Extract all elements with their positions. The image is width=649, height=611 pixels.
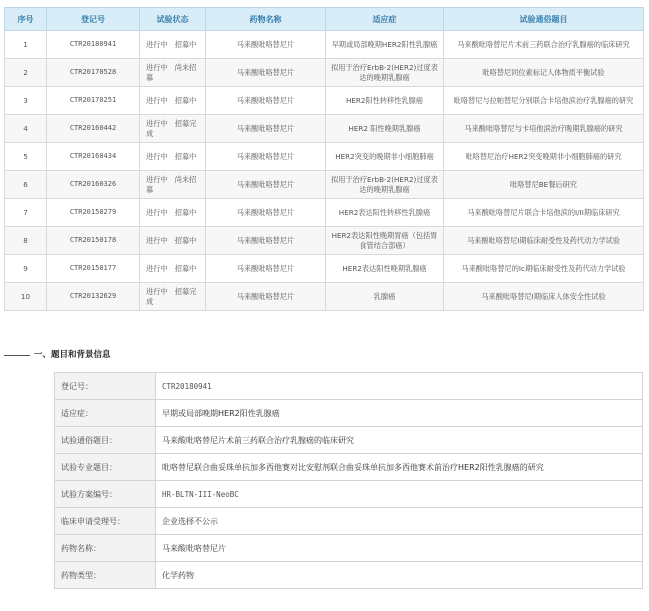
cell-reg: CTR20180941 [47,31,140,59]
detail-value: 马来酸吡咯替尼片术前三药联合治疗乳腺癌的临床研究 [156,427,643,454]
section-heading [4,346,645,364]
detail-value: 早期或局部晚期HER2阳性乳腺癌 [156,400,643,427]
cell-indication: 拟用于治疗ErbB-2(HER2)过度表达的晚期乳腺癌 [326,59,444,87]
cell-title: 吡咯替尼BE餐后研究 [444,171,644,199]
detail-row [55,535,643,562]
cell-indication: HER2表达阳性晚期胃癌（包括胃食管结合部癌） [326,227,444,255]
cell-drug: 马来酸吡咯替尼片 [206,115,326,143]
cell-drug: 马来酸吡咯替尼片 [206,87,326,115]
cell-status: 进行中 招募中 [140,87,206,115]
detail-key: 药物类型： [55,562,156,589]
cell-status: 进行中 招募中 [140,227,206,255]
cell-title: 马来酸吡咯替尼片联合卡培他滨的I/II期临床研究 [444,199,644,227]
cell-status: 进行中 招募完成 [140,283,206,311]
cell-reg: CTR20150177 [47,255,140,283]
cell-status: 进行中 尚未招募 [140,171,206,199]
detail-key: 试验通俗题目： [55,427,156,454]
header-reg: 登记号 [47,8,140,31]
detail-value: CTR20180941 [156,373,643,400]
section-rule [4,355,30,356]
cell-indication: HER2表达阳性转移性乳腺癌 [326,199,444,227]
table-row [5,143,644,171]
table-row [5,227,644,255]
cell-no: 5 [5,143,47,171]
table-row [5,283,644,311]
table-row [5,87,644,115]
detail-row [55,373,643,400]
cell-title: 吡咯替尼同位素标记人体物质平衡试验 [444,59,644,87]
cell-title: 马来酸吡咯替尼I期临床人体安全性试验 [444,283,644,311]
cell-drug: 马来酸吡咯替尼片 [206,227,326,255]
cell-indication: HER2表达阳性晚期乳腺癌 [326,255,444,283]
cell-status: 进行中 招募中 [140,199,206,227]
cell-no: 4 [5,115,47,143]
cell-no: 1 [5,31,47,59]
cell-no: 7 [5,199,47,227]
cell-title: 吡咯替尼治疗HER2突变晚期非小细胞肺癌的研究 [444,143,644,171]
section-title: 一、题目和背景信息 [34,350,111,360]
cell-no: 2 [5,59,47,87]
table-row [5,115,644,143]
cell-title: 马来酸吡咯替尼I期临床耐受性及药代动力学试验 [444,227,644,255]
cell-reg: CTR20150279 [47,199,140,227]
cell-no: 9 [5,255,47,283]
trials-body [5,31,644,311]
detail-key: 临床申请受理号： [55,508,156,535]
detail-body [55,373,643,589]
header-title: 试验通俗题目 [444,8,644,31]
cell-indication: HER2阳性转移性乳腺癌 [326,87,444,115]
cell-drug: 马来酸吡咯替尼片 [206,143,326,171]
detail-value: 吡咯替尼联合曲妥珠单抗加多西他赛对比安慰剂联合曲妥珠单抗加多西他赛术前治疗HER2阳性乳腺癌的研究 [156,454,643,481]
header-status: 试验状态 [140,8,206,31]
cell-drug: 马来酸吡咯替尼片 [206,59,326,87]
detail-row [55,400,643,427]
cell-title: 马来酸吡咯替尼的Ic期临床耐受性及药代动力学试验 [444,255,644,283]
detail-value: 马来酸吡咯替尼片 [156,535,643,562]
cell-no: 6 [5,171,47,199]
cell-no: 8 [5,227,47,255]
cell-drug: 马来酸吡咯替尼片 [206,171,326,199]
table-row [5,255,644,283]
table-row [5,31,644,59]
cell-status: 进行中 招募中 [140,255,206,283]
cell-drug: 马来酸吡咯替尼片 [206,255,326,283]
trials-header-row [5,8,644,31]
table-row [5,171,644,199]
cell-indication: 早期或局部晚期HER2阳性乳腺癌 [326,31,444,59]
detail-key: 试验专业题目： [55,454,156,481]
cell-indication: HER2突变的晚期非小细胞肺癌 [326,143,444,171]
cell-status: 进行中 招募中 [140,143,206,171]
detail-row [55,562,643,589]
detail-key: 登记号： [55,373,156,400]
header-drug: 药物名称 [206,8,326,31]
cell-indication: 乳腺癌 [326,283,444,311]
cell-indication: 拟用于治疗ErbB-2(HER2)过度表达的晚期乳腺癌 [326,171,444,199]
detail-row [55,454,643,481]
header-indication: 适应症 [326,8,444,31]
detail-table [54,372,643,589]
detail-key: 药物名称： [55,535,156,562]
cell-reg: CTR20160326 [47,171,140,199]
cell-status: 进行中 招募中 [140,31,206,59]
cell-title: 吡咯替尼与拉帕替尼分别联合卡培他滨治疗乳腺癌的研究 [444,87,644,115]
cell-drug: 马来酸吡咯替尼片 [206,199,326,227]
cell-drug: 马来酸吡咯替尼片 [206,31,326,59]
detail-row [55,427,643,454]
detail-row [55,508,643,535]
cell-reg: CTR20170528 [47,59,140,87]
cell-title: 马来酸吡咯替尼与卡培他滨治疗晚期乳腺癌的研究 [444,115,644,143]
cell-reg: CTR20132629 [47,283,140,311]
cell-reg: CTR20170251 [47,87,140,115]
cell-no: 3 [5,87,47,115]
cell-reg: CTR20150178 [47,227,140,255]
table-row [5,199,644,227]
cell-indication: HER2 阳性晚期乳腺癌 [326,115,444,143]
detail-value: 企业选择不公示 [156,508,643,535]
detail-row [55,481,643,508]
cell-drug: 马来酸吡咯替尼片 [206,283,326,311]
cell-status: 进行中 招募完成 [140,115,206,143]
detail-key: 试验方案编号： [55,481,156,508]
cell-reg: CTR20160442 [47,115,140,143]
trials-table [4,7,644,311]
cell-reg: CTR20160434 [47,143,140,171]
cell-no: 10 [5,283,47,311]
cell-title: 马来酸吡咯替尼片术前三药联合治疗乳腺癌的临床研究 [444,31,644,59]
detail-key: 适应症： [55,400,156,427]
header-no: 序号 [5,8,47,31]
detail-value: HR-BLTN-III-NeoBC [156,481,643,508]
detail-value: 化学药物 [156,562,643,589]
table-row [5,59,644,87]
cell-status: 进行中 尚未招募 [140,59,206,87]
